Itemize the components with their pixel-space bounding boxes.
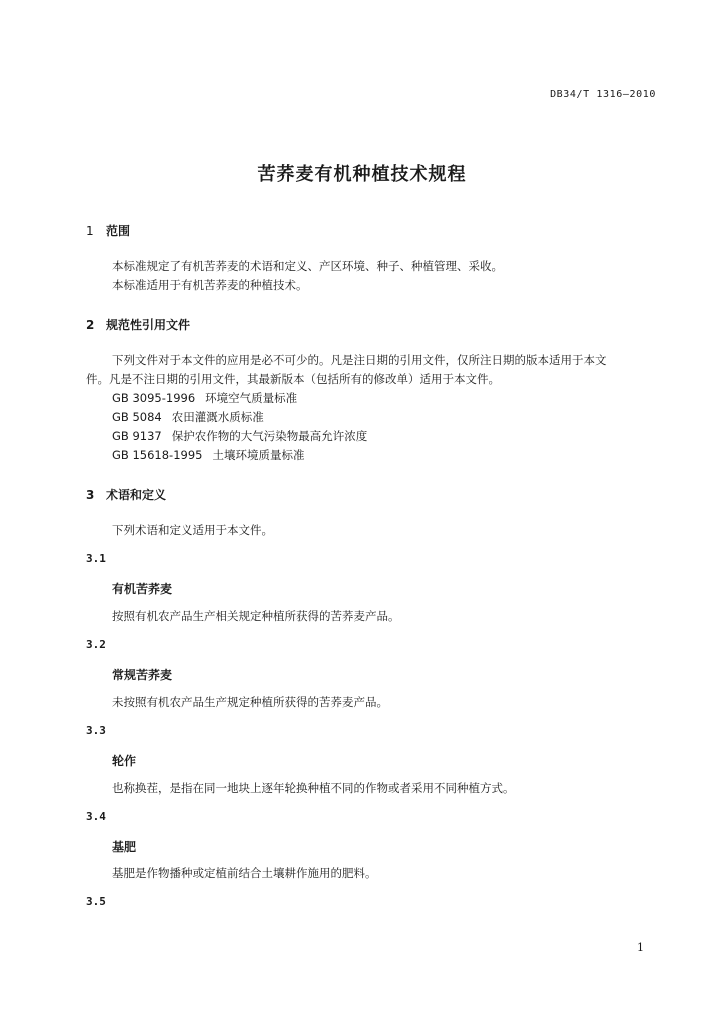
paragraph: 本标准规定了有机苦荞麦的术语和定义、产区环境、种子、种植管理、采收。: [112, 259, 503, 273]
section-title: 术语和定义: [106, 488, 167, 502]
section-number: 1: [86, 224, 94, 238]
term-number: 3.3: [86, 724, 106, 737]
term-number: 3.1: [86, 552, 106, 565]
paragraph: 下列术语和定义适用于本文件。: [112, 523, 273, 537]
section-title: 范围: [106, 224, 131, 238]
term-number: 3.5: [86, 895, 106, 908]
reference-item: [112, 428, 367, 444]
term-name: 基肥: [112, 840, 137, 854]
term-name: 常规苦荞麦: [112, 668, 173, 682]
paragraph-continuation: 件。凡是不注日期的引用文件，其最新版本（包括所有的修改单）适用于本文件。: [86, 372, 500, 386]
reference-item: [112, 390, 297, 406]
paragraph: 下列文件对于本文件的应用是必不可少的。凡是注日期的引用文件，仅所注日期的版本适用于本文: [112, 353, 607, 367]
term-definition: 基肥是作物播种或定植前结合土壤耕作施用的肥料。: [112, 866, 377, 880]
reference-title: 保护农作物的大气污染物最高允许浓度: [171, 429, 368, 443]
term-number: 3.2: [86, 638, 106, 651]
reference-code: GB 9137: [112, 429, 162, 443]
standard-code: DB34/T 1316—2010: [550, 89, 656, 100]
section-number: 2: [86, 318, 95, 332]
reference-title: 土壤环境质量标准: [212, 448, 305, 462]
reference-code: GB 5084: [112, 410, 162, 424]
section-2-heading: [86, 316, 190, 333]
reference-title: 环境空气质量标准: [205, 391, 298, 405]
term-name: 轮作: [112, 754, 137, 768]
reference-code: GB 15618-1995: [112, 448, 203, 462]
page-number: 1: [637, 941, 644, 954]
section-number: 3: [86, 488, 95, 502]
paragraph: 本标准适用于有机苦荞麦的种植技术。: [112, 278, 308, 292]
reference-item: [112, 447, 304, 463]
document-title: 苦荞麦有机种植技术规程: [257, 164, 467, 185]
term-definition: 未按照有机农产品生产规定种植所获得的苦荞麦产品。: [112, 695, 388, 709]
term-definition: 按照有机农产品生产相关规定种植所获得的苦荞麦产品。: [112, 609, 400, 623]
section-title: 规范性引用文件: [106, 318, 191, 332]
reference-code: GB 3095-1996: [112, 391, 196, 405]
term-name: 有机苦荞麦: [112, 582, 173, 596]
term-number: 3.4: [86, 810, 106, 823]
term-definition: 也称换茬，是指在同一地块上逐年轮换种植不同的作物或者采用不同种植方式。: [112, 781, 515, 795]
reference-item: [112, 409, 264, 425]
section-1-heading: [86, 222, 130, 239]
reference-title: 农田灌溉水质标准: [171, 410, 264, 424]
section-3-heading: [86, 486, 166, 503]
